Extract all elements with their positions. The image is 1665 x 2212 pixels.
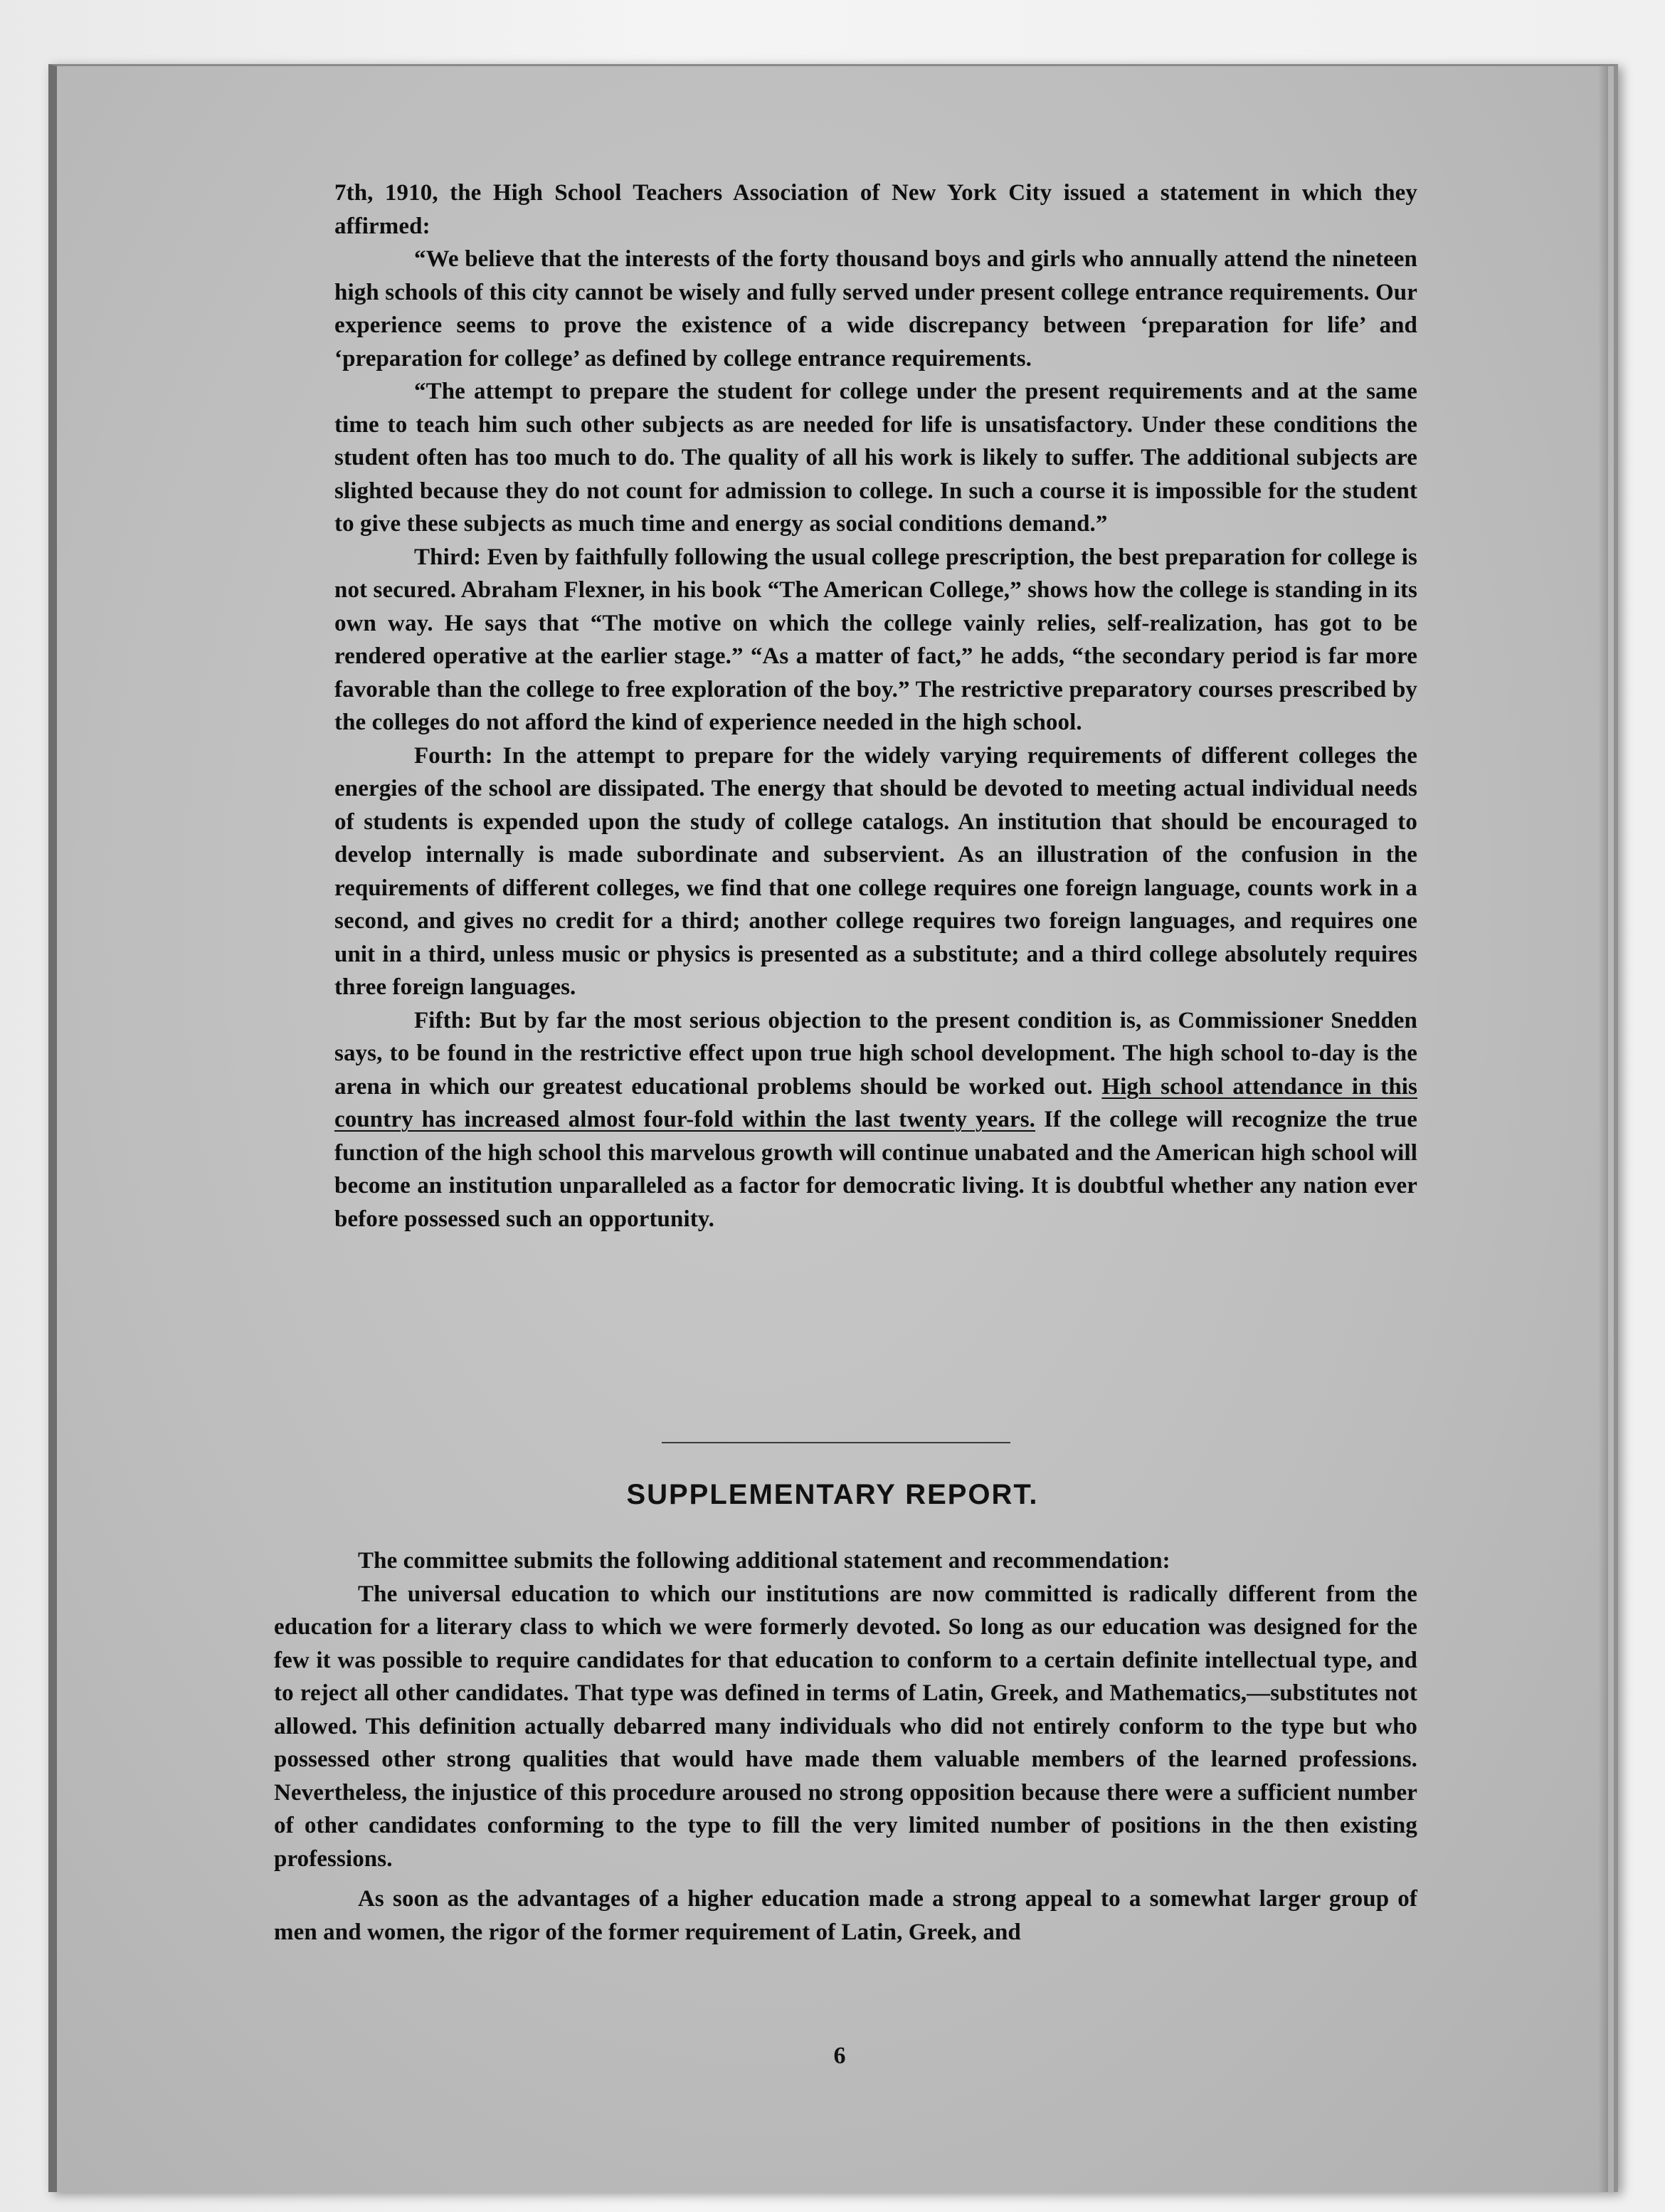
fifth-text-end: If the college will recognize the true function of the high school this marvelous growth will continue unabated and the American high school will become an institution unparalleled as a factor for democratic living. It is doubtful whether any nation ever before possessed such an opportunity.: [334, 1107, 1418, 1232]
body-text-upper: [334, 177, 1417, 1236]
fifth-text-start: Fifth: But by far the most serious objection to the present condition is, as Commissioner Snedden says, to be found in the restrictive effect upon true high school development. The high school to-day is the arena in which our greatest educational problems should be worked out.: [334, 1007, 1417, 1100]
paragraph-quote-1: “We believe that the interests of the forty thousand boys and girls who annually attend the nineteen high schools of this city cannot be wisely and fully served under present college entrance requirements. Our experience seems to prove the existence of a wide discrepancy between ‘preparation for life’ and ‘preparation for college’ as defined by college entrance requirements.: [334, 246, 1417, 372]
page-number: 6: [833, 2043, 846, 2069]
paragraph-fourth: Fourth: In the attempt to prepare for the widely varying requirements of different colleges the energies of the school are dissipated. The energy that should be devoted to meeting actual individual needs of students is expended upon the study of college catalogs. An institution that should be encouraged to develop internally is made subordinate and subservient. As an illustration of the confusion in the requirements of different colleges, we find that one college requires one foreign language, counts work in a second, and gives no credit for a third; another college requires two foreign languages, and requires one unit in a third, unless music or physics is presented as a substitute; and a third college absolutely requires three foreign languages.: [334, 742, 1417, 1000]
section-divider: [662, 1442, 1010, 1443]
section-heading: SUPPLEMENTARY REPORT.: [626, 1479, 1039, 1510]
paragraph-quote-2: “The attempt to prepare the student for college under the present requirements and at the same time to teach him such other subjects as are needed for life is unsatisfactory. Under these conditions the student often has too much to do. The quality of all his work is likely to suffer. The additional subjects are slighted because they do not count for admission to college. In such a course it is impossible for the student to give these subjects as much time and energy as social conditions demand.”: [334, 379, 1417, 537]
body-text-lower: [274, 1544, 1417, 1949]
paragraph-committee: The committee submits the following additional statement and recommendation:: [358, 1548, 1170, 1574]
paragraph-third: Third: Even by faithfully following the usual college prescription, the best preparation for college is not secured. Abraham Flexner, in his book “The American College,” shows how the college is standing in its own way. He says that “The motive on which the college vainly relies, self-realization, has got to be rendered operative at the earlier stage.” “As a matter of fact,” he adds, “the secondary period is far more favorable than the college to free exploration of the boy.” The restrictive preparatory courses prescribed by the colleges do not afford the kind of experience needed in the high school.: [334, 544, 1417, 735]
paragraph-fifth: [334, 1004, 1417, 1236]
paragraph-universal-education: The universal education to which our institutions are now committed is radically different from the education for a literary class to which we were formerly devoted. So long as our education was designed for the few it was possible to require candidates for that education to conform to a certain definite intellectual type, and to reject all other candidates. That type was defined in terms of Latin, Greek, and Mathematics,—substitutes not allowed. This definition actually debarred many individuals who did not entirely conform to the type but who possessed other strong qualities that would have made them valuable members of the learned professions. Nevertheless, the injustice of this procedure aroused no strong opposition because there were a sufficient number of other candidates conforming to the type to fill the very limited number of positions in the then existing professions.: [274, 1581, 1417, 1872]
paragraph-intro: 7th, 1910, the High School Teachers Association of New York City issued a statement in which they affirmed:: [334, 180, 1417, 239]
paragraph-advantages: As soon as the advantages of a higher education made a strong appeal to a somewhat larger group of men and women, the rigor of the former requirement of Latin, Greek, and: [274, 1886, 1417, 1945]
underlined-sentence: High school attendance in this country has increased almost four-fold within the last twenty years.: [334, 1073, 1417, 1132]
